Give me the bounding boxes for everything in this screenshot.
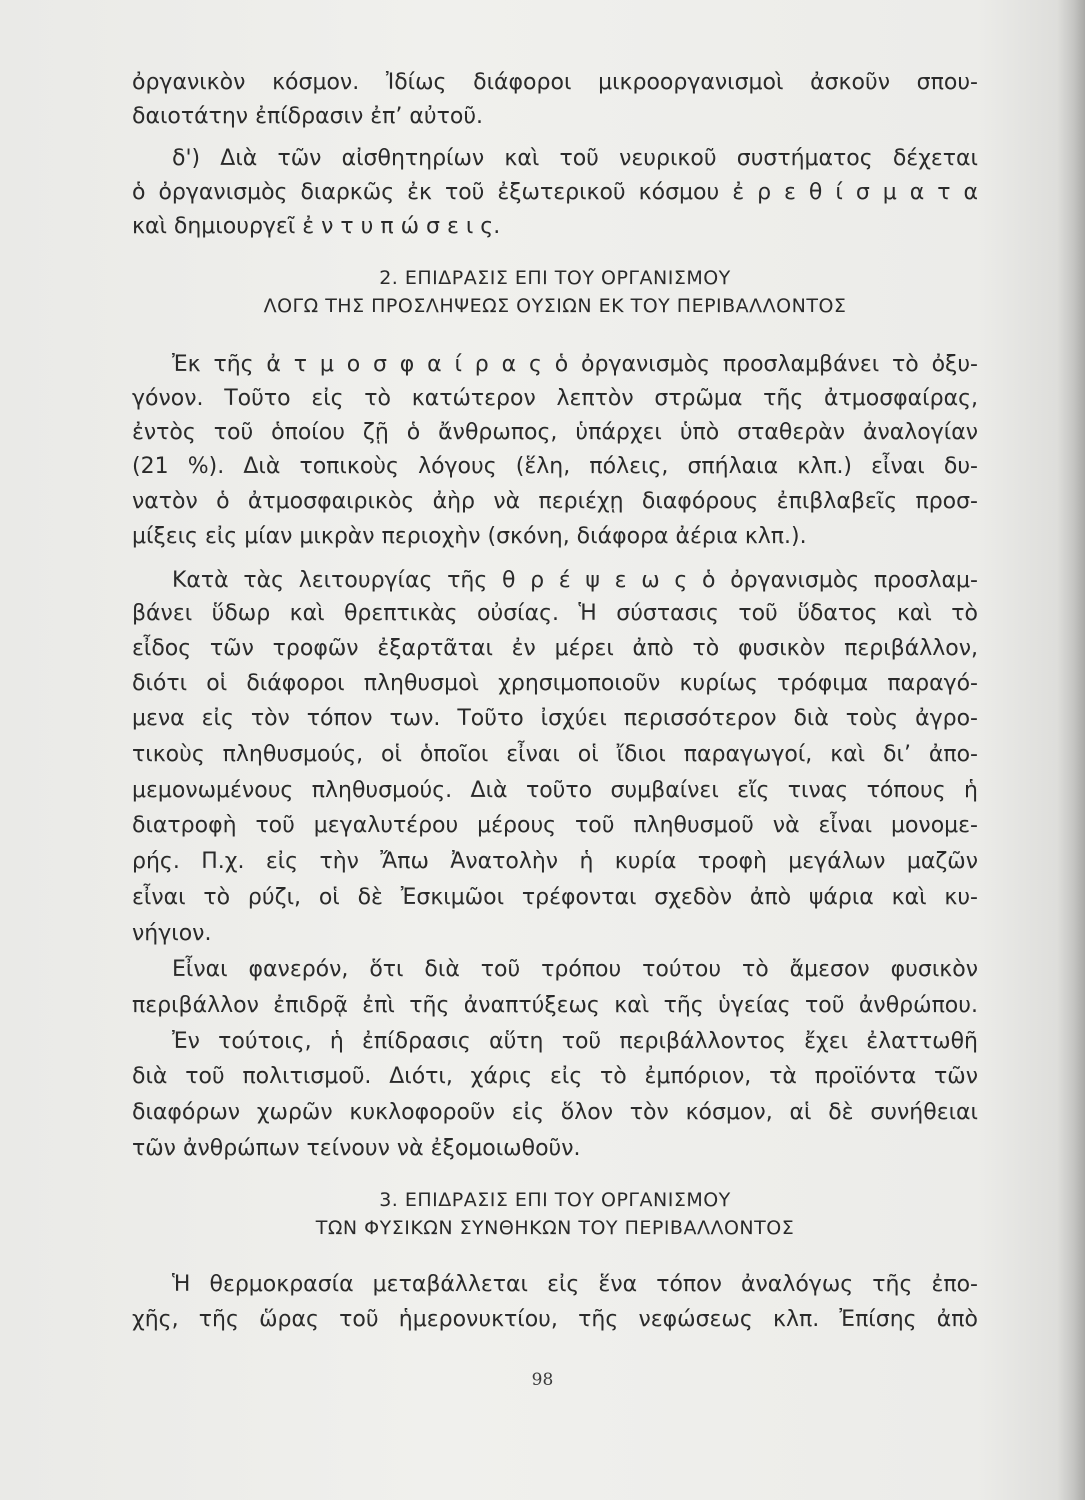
body-line: διὰ τοῦ πολιτισμοῦ. Διότι, χάρις εἰς τὸ ἐμπόριον, τὰ προϊόντα τῶν bbox=[132, 1064, 978, 1089]
body-line: καὶ δημιουργεῖ ἐ ν τ υ π ώ σ ε ι ς. bbox=[132, 214, 501, 239]
body-line: εἶναι τὸ ρύζι, οἱ δὲ Ἐσκιμῶοι τρέφονται σχεδὸν ἀπὸ ψάρια καὶ κυ- bbox=[132, 885, 978, 910]
body-line: Ἐκ τῆς ἀ τ μ ο σ φ α ί ρ α ς ὁ ὀργανισμὸς προσλαμβάνει τὸ ὀξυ- bbox=[172, 352, 978, 377]
body-line: εἶδος τῶν τροφῶν ἐξαρτᾶται ἐν μέρει ἀπὸ τὸ φυσικὸν περιβάλλον, bbox=[132, 636, 978, 661]
body-line: δ') Διὰ τῶν αἰσθητηρίων καὶ τοῦ νευρικοῦ συστήματος δέχεται bbox=[172, 146, 978, 171]
body-line: νήγιον. bbox=[132, 921, 212, 946]
body-line: Ἐν τούτοις, ἡ ἐπίδρασις αὕτη τοῦ περιβάλλοντος ἔχει ἐλαττωθῆ bbox=[172, 1029, 978, 1054]
body-line: διατροφὴ τοῦ μεγαλυτέρου μέρους τοῦ πληθυσμοῦ νὰ εἶναι μονομε- bbox=[132, 813, 978, 838]
body-line: χῆς, τῆς ὥρας τοῦ ἡμερονυκτίου, τῆς νεφώσεως κλπ. Ἐπίσης ἀπὸ bbox=[132, 1307, 978, 1332]
body-line: νατὸν ὁ ἀτμοσφαιρικὸς ἀὴρ νὰ περιέχῃ διαφόρους ἐπιβλαβεῖς προσ- bbox=[132, 489, 978, 514]
body-line: Εἶναι φανερόν, ὅτι διὰ τοῦ τρόπου τούτου τὸ ἄμεσον φυσικὸν bbox=[172, 957, 978, 982]
body-line: ἐντὸς τοῦ ὁποίου ζῇ ὁ ἄνθρωπος, ὑπάρχει ὑπὸ σταθερὰν ἀναλογίαν bbox=[132, 420, 978, 445]
section-heading-2-line-2: ΛΟΓΩ ΤΗΣ ΠΡΟΣΛΗΨΕΩΣ ΟΥΣΙΩΝ ΕΚ ΤΟΥ ΠΕΡΙΒΑΛΛΟΝΤΟΣ bbox=[263, 295, 847, 317]
body-line: Ἡ θερμοκρασία μεταβάλλεται εἰς ἕνα τόπον ἀναλόγως τῆς ἐπο- bbox=[172, 1272, 978, 1297]
body-line: γόνον. Τοῦτο εἰς τὸ κατώτερον λεπτὸν στρῶμα τῆς ἀτμοσφαίρας, bbox=[132, 386, 978, 411]
body-line: δαιοτάτην ἐπίδρασιν ἐπ’ αὐτοῦ. bbox=[132, 104, 484, 129]
section-heading-3-line-1: 3. ΕΠΙΔΡΑΣΙΣ ΕΠΙ ΤΟΥ ΟΡΓΑΝΙΣΜΟΥ bbox=[379, 1189, 731, 1211]
body-line: διαφόρων χωρῶν κυκλοφοροῦν εἰς ὅλον τὸν κόσμον, αἱ δὲ συνήθειαι bbox=[132, 1100, 978, 1125]
body-line: ὁ ὀργανισμὸς διαρκῶς ἐκ τοῦ ἐξωτερικοῦ κόσμου ἐ ρ ε θ ί σ μ α τ α bbox=[132, 180, 978, 205]
body-line: ρής. Π.χ. εἰς τὴν Ἄπω Ἀνατολὴν ἡ κυρία τροφὴ μεγάλων μαζῶν bbox=[132, 849, 978, 874]
body-line: διότι οἱ διάφοροι πληθυσμοὶ χρησιμοποιοῦν κυρίως τρόφιμα παραγό- bbox=[132, 671, 978, 696]
section-heading-3-line-2: ΤΩΝ ΦΥΣΙΚΩΝ ΣΥΝΘΗΚΩΝ ΤΟΥ ΠΕΡΙΒΑΛΛΟΝΤΟΣ bbox=[315, 1217, 795, 1239]
body-line: μεμονωμένους πληθυσμούς. Διὰ τοῦτο συμβαίνει εἴς τινας τόπους ἡ bbox=[132, 778, 978, 803]
section-heading-2-line-1: 2. ΕΠΙΔΡΑΣΙΣ ΕΠΙ ΤΟΥ ΟΡΓΑΝΙΣΜΟΥ bbox=[379, 267, 731, 289]
body-line: ὀργανικὸν κόσμον. Ἰδίως διάφοροι μικροοργανισμοὶ ἀσκοῦν σπου- bbox=[132, 70, 978, 95]
page-spine-shadow bbox=[1057, 0, 1085, 1500]
body-line: μενα εἰς τὸν τόπον των. Τοῦτο ἰσχύει περισσότερον διὰ τοὺς ἀγρο- bbox=[132, 706, 978, 731]
body-line: βάνει ὕδωρ καὶ θρεπτικὰς οὐσίας. Ἡ σύστασις τοῦ ὕδατος καὶ τὸ bbox=[132, 601, 978, 626]
body-line: τικοὺς πληθυσμούς, οἱ ὁποῖοι εἶναι οἱ ἴδιοι παραγωγοί, καὶ δι’ ἀπο- bbox=[132, 742, 978, 767]
body-line: (21 %). Διὰ τοπικοὺς λόγους (ἕλη, πόλεις, σπήλαια κλπ.) εἶναι δυ- bbox=[132, 454, 978, 479]
body-line: μίξεις εἰς μίαν μικρὰν περιοχὴν (σκόνη, διάφορα ἀέρια κλπ.). bbox=[132, 524, 807, 549]
body-line: τῶν ἀνθρώπων τείνουν νὰ ἐξομοιωθοῦν. bbox=[132, 1136, 581, 1161]
page-number: 98 bbox=[531, 1370, 554, 1390]
body-line: περιβάλλον ἐπιδρᾷ ἐπὶ τῆς ἀναπτύξεως καὶ τῆς ὑγείας τοῦ ἀνθρώπου. bbox=[132, 993, 978, 1018]
body-line: Κατὰ τὰς λειτουργίας τῆς θ ρ έ ψ ε ω ς ὁ ὀργανισμὸς προσλαμ- bbox=[172, 568, 978, 593]
